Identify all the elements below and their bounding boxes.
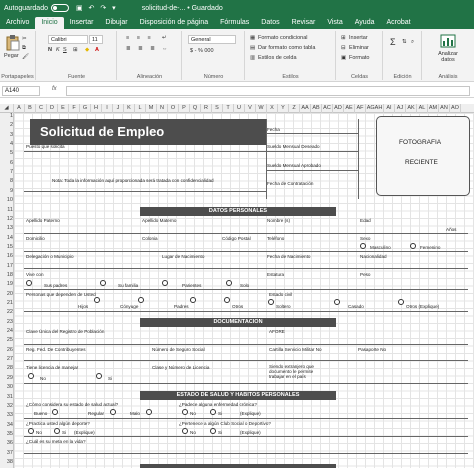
label-estatura: Estatura — [267, 272, 285, 277]
label-peso: Peso — [360, 272, 371, 277]
row-header[interactable]: 23 — [6, 318, 13, 325]
column-header[interactable]: AI — [384, 104, 395, 113]
label-parientes: Parientes — [182, 283, 202, 288]
section-documentacion: DOCUMENTACION — [140, 318, 336, 327]
radio-club-si[interactable] — [210, 428, 216, 434]
formula-bar — [0, 84, 474, 98]
label-pasaporte: Pasaporte No — [358, 347, 387, 352]
row-header[interactable]: 16 — [6, 253, 13, 260]
ribbon-home — [0, 29, 474, 82]
label-meta: ¿Cuál es su meta en la vida? — [26, 439, 86, 444]
label-extranjero-2: documento le permite — [269, 369, 314, 374]
label-fecha-contratacion: Fecha de Contratación — [267, 181, 314, 186]
row-header[interactable]: 12 — [6, 215, 13, 222]
label-fecha-nacimiento: Fecha de Nacimiento — [267, 254, 311, 259]
label-explique-3: (Explique) — [240, 430, 261, 435]
column-header[interactable]: Q — [190, 104, 201, 113]
label-club-no: No — [190, 430, 196, 435]
label-practica-deporte: ¿Practica usted algún deporte? — [26, 421, 90, 426]
column-header[interactable]: J — [113, 104, 124, 113]
row-header[interactable]: 36 — [6, 440, 13, 447]
label-licencia-no: No — [40, 376, 46, 381]
format-as-table-button[interactable]: Dar formato como tabla — [258, 45, 316, 51]
label-sueldo-aprobado: Sueldo Mensual Aprobado — [267, 163, 321, 168]
label-codigo-postal: Código Postal — [222, 236, 251, 241]
find-icon[interactable]: ⌕ — [411, 39, 415, 45]
label-telefono: Teléfono — [267, 236, 285, 241]
row-header[interactable]: 9 — [9, 187, 13, 194]
row-header[interactable]: 13 — [6, 225, 13, 232]
column-header[interactable]: W — [256, 104, 267, 113]
section-salud: ESTADO DE SALUD Y HABITOS PERSONALES — [140, 391, 336, 400]
label-extranjero-1: Siendo extranjero que — [269, 364, 314, 369]
label-afore: AFORE — [269, 329, 285, 334]
analyze-data-icon[interactable] — [440, 34, 456, 48]
row-header[interactable]: 14 — [6, 234, 13, 241]
delete-cells-button[interactable]: Eliminar — [349, 45, 369, 51]
section-datos-personales: DATOS PERSONALES — [140, 207, 336, 216]
label-clase-licencia: Clase y Número de Licencia — [152, 365, 210, 370]
radio-masculino[interactable] — [360, 243, 366, 249]
column-header[interactable]: AGAH — [366, 105, 383, 111]
format-cells-button[interactable]: Formato — [349, 55, 370, 61]
label-sus-padres: Sus padres — [44, 283, 68, 288]
tab-inicio[interactable]: Inicio — [35, 17, 63, 29]
row-header[interactable]: 21 — [6, 300, 13, 306]
delete-cells-icon[interactable]: ⊟ — [341, 45, 346, 51]
copy-icon[interactable]: ⧉ — [22, 45, 26, 51]
label-extranjero-3: trabajar en el país — [269, 374, 306, 379]
photo-label-1: FOTOGRAFIA — [399, 139, 442, 146]
row-header[interactable]: 33 — [6, 412, 13, 419]
row-header[interactable]: 22 — [6, 309, 13, 316]
label-deporte-si: Si — [62, 430, 67, 435]
row-header[interactable]: 32 — [6, 402, 13, 409]
group-label-number: Número — [203, 74, 224, 80]
label-otros-explique: Otros (Explique) — [406, 304, 440, 309]
radio-otros-estado[interactable] — [398, 299, 404, 305]
row-header[interactable]: 5 — [9, 150, 13, 157]
row-header[interactable]: 20 — [6, 290, 13, 297]
name-box[interactable]: A140 — [2, 86, 40, 96]
photo-label-2: RECIENTE — [405, 159, 438, 166]
label-licencia-si: Si — [108, 376, 113, 381]
tab-acrobat[interactable]: Acrobat — [386, 19, 411, 26]
label-enfermedad: ¿Padece alguna enfermedad crónica? — [179, 402, 257, 407]
form-title: Solicitud de Empleo — [30, 119, 266, 145]
group-label-clipboard: Portapapeles — [1, 74, 34, 80]
autosave-label: Autoguardado — [4, 4, 48, 12]
radio-soltero[interactable] — [268, 299, 274, 305]
label-enfermedad-no: No — [190, 411, 196, 416]
group-label-styles: Estilos — [282, 74, 299, 80]
radio-deporte-no[interactable] — [28, 428, 34, 434]
label-sexo: Sexo — [360, 236, 371, 241]
label-deporte-no: No — [36, 430, 42, 435]
row-header[interactable]: 18 — [6, 271, 13, 278]
label-casado: Casado — [348, 304, 364, 309]
underline-icon[interactable]: S — [63, 47, 67, 53]
label-explique-1: (Explique) — [240, 411, 261, 416]
row-header[interactable]: 25 — [6, 337, 13, 344]
row-header[interactable]: 3 — [9, 131, 13, 138]
wrap-text-icon[interactable]: ↵ — [162, 35, 167, 41]
row-header[interactable]: 10 — [6, 197, 13, 204]
label-sueldo-deseado: Sueldo Mensual Deseado — [267, 144, 320, 149]
conditional-format-button[interactable]: Formato condicional — [258, 35, 308, 41]
row-header[interactable]: 8 — [9, 178, 13, 185]
tab-f-rmulas[interactable]: Fórmulas — [220, 19, 250, 26]
group-number — [183, 31, 245, 80]
column-header[interactable]: AN — [439, 104, 450, 113]
insert-cells-button[interactable]: Insertar — [349, 35, 368, 41]
column-header[interactable]: N — [157, 104, 168, 113]
row-header[interactable]: 15 — [6, 243, 13, 250]
label-su-familia: Su familia — [118, 283, 139, 288]
group-label-font: Fuente — [67, 74, 86, 80]
row-header[interactable]: 31 — [6, 393, 13, 400]
label-dependen: Personas que dependen de Usted — [26, 292, 96, 297]
radio-su-familia[interactable] — [100, 280, 106, 286]
label-licencia-manejar: Tiene licencia de manejar — [26, 365, 79, 370]
photo-box — [376, 116, 470, 196]
radio-club-no[interactable] — [182, 428, 188, 434]
ribbon-tabs — [0, 16, 474, 29]
group-label-analysis: Análisis — [438, 74, 458, 80]
group-clipboard — [0, 31, 36, 80]
row-header[interactable]: 6 — [9, 159, 13, 166]
row-header[interactable]: 2 — [9, 122, 13, 129]
column-header[interactable]: AF — [355, 104, 366, 113]
column-header[interactable]: AK — [406, 104, 417, 113]
label-solo: Solo — [240, 283, 250, 288]
label-delegacion: Delegación o Municipio — [26, 254, 74, 259]
insert-cells-icon[interactable]: ⊞ — [341, 35, 346, 41]
radio-parientes[interactable] — [162, 280, 168, 286]
label-colonia: Colonia — [142, 236, 158, 241]
formula-input[interactable] — [66, 86, 470, 96]
tab-revisar[interactable]: Revisar — [291, 19, 316, 26]
note-confidencial: Nota: Toda la información aquí proporcionada será tratada con confidencialidad — [52, 178, 214, 183]
paste-button[interactable]: Pegar — [4, 53, 19, 59]
label-club-social: ¿Pertenece a algún Club Social o Deportivo? — [179, 421, 271, 426]
section-next — [140, 464, 336, 468]
row-headers — [0, 113, 14, 468]
merge-center-icon[interactable]: ⇔ — [162, 46, 168, 52]
autosum-icon[interactable]: Σ — [390, 37, 396, 47]
column-header[interactable]: B — [25, 104, 36, 113]
radio-sus-padres[interactable] — [26, 280, 32, 286]
radio-salud-regular[interactable] — [110, 409, 116, 415]
label-apellido-materno: Apellido Materno — [142, 218, 177, 223]
checkbox-hijos[interactable] — [94, 297, 100, 303]
label-hijos: Hijos — [78, 304, 89, 309]
checkbox-conyuge[interactable] — [138, 297, 144, 303]
radio-salud-bueno[interactable] — [52, 409, 58, 415]
radio-deporte-si[interactable] — [54, 428, 60, 434]
radio-licencia-si[interactable] — [96, 373, 102, 379]
column-header[interactable]: Y — [278, 104, 289, 113]
font-size-select[interactable]: 11 — [89, 35, 103, 44]
tab-datos[interactable]: Datos — [261, 19, 280, 26]
group-label-cells: Celdas — [350, 74, 369, 80]
column-header[interactable]: I — [102, 104, 113, 113]
radio-femenino[interactable] — [410, 243, 416, 249]
label-nacionalidad: Nacionalidad — [360, 254, 387, 259]
row-header[interactable]: 24 — [6, 328, 13, 335]
label-domicilio: Domicilio — [26, 236, 45, 241]
tab-ayuda[interactable]: Ayuda — [354, 19, 375, 26]
group-styles — [246, 31, 336, 80]
label-padres: Padres — [174, 304, 189, 309]
font-color-icon[interactable]: A — [95, 47, 99, 53]
label-salud-actual: ¿Cómo considera su estado de salud actual? — [26, 402, 119, 407]
column-header[interactable]: H — [91, 104, 102, 113]
column-header[interactable]: R — [201, 104, 212, 113]
row-header[interactable]: 30 — [6, 384, 13, 391]
group-label-editing: Edición — [393, 74, 412, 80]
label-rfc: Reg. Fed. De Contribuyentes — [26, 347, 86, 352]
column-header[interactable]: AA — [300, 104, 311, 113]
group-cells — [337, 31, 383, 80]
label-lugar-nacimiento: Lugar de Nacimiento — [162, 254, 205, 259]
title-bar — [0, 0, 474, 16]
tab-insertar[interactable]: Insertar — [69, 19, 94, 26]
column-header[interactable]: AC — [322, 104, 333, 113]
label-bueno: Bueno — [34, 411, 48, 416]
file-name[interactable]: solicitud-de-... • Guardado — [141, 4, 223, 12]
select-all-corner[interactable]: ◢ — [0, 104, 14, 113]
label-fecha: Fecha — [267, 127, 280, 132]
row-header[interactable]: 28 — [6, 365, 13, 372]
row-header[interactable]: 26 — [6, 346, 13, 353]
label-apellido-paterno: Apellido Paterno — [26, 218, 60, 223]
column-header[interactable]: E — [58, 104, 69, 113]
row-header[interactable]: 7 — [9, 169, 13, 176]
column-header[interactable]: A — [14, 104, 25, 113]
bold-icon[interactable]: N — [48, 47, 52, 53]
table-format-icon[interactable]: ▤ — [250, 45, 256, 51]
format-painter-icon[interactable]: 🖌 — [22, 54, 29, 60]
align-vertical-icons[interactable]: ≡ ≡ ≡ — [126, 35, 154, 41]
cut-icon[interactable]: ✂ — [22, 36, 27, 42]
label-soltero: Soltero — [276, 304, 291, 309]
sort-filter-icon[interactable]: ⇅ — [402, 39, 407, 45]
row-header[interactable]: 29 — [6, 374, 13, 381]
column-header[interactable]: L — [135, 104, 146, 113]
column-header[interactable]: K — [124, 104, 135, 113]
label-cartilla: Cartilla Servicio Militar No — [269, 347, 322, 352]
column-headers — [0, 104, 474, 113]
column-header[interactable]: AD — [333, 104, 344, 113]
label-curp: Clave Única del Registro de Población — [26, 329, 105, 334]
quick-access-toolbar[interactable]: ▣ ↶ ↷ ▾ — [75, 5, 118, 12]
group-analysis — [423, 31, 473, 80]
column-header[interactable]: AJ — [395, 104, 406, 113]
autosave-toggle[interactable] — [51, 4, 69, 12]
group-editing — [384, 31, 422, 80]
radio-enfermedad-no[interactable] — [182, 409, 188, 415]
label-vive-con: Vive con — [26, 272, 44, 277]
column-header[interactable]: Z — [289, 104, 300, 113]
label-conyuge: Cónyuge — [120, 304, 139, 309]
column-header[interactable]: U — [234, 104, 245, 113]
conditional-format-icon[interactable]: ▦ — [250, 35, 256, 41]
label-regular: Regular — [88, 411, 105, 416]
tab-archivo[interactable]: Archivo — [6, 19, 30, 26]
italic-icon[interactable]: K — [56, 47, 60, 53]
column-header[interactable]: F — [69, 104, 80, 113]
analyze-data-button[interactable]: Analizar datos — [438, 51, 458, 63]
radio-licencia-no[interactable] — [28, 373, 34, 379]
borders-icon[interactable]: ⊞ — [73, 47, 78, 53]
tab-dibujar[interactable]: Dibujar — [105, 19, 128, 26]
fx-icon[interactable]: fx — [52, 86, 57, 92]
group-font — [37, 31, 117, 80]
radio-salud-malo[interactable] — [146, 409, 152, 415]
label-puesto: Puesto que solicita — [26, 144, 65, 149]
label-malo: Malo — [130, 411, 140, 416]
column-header[interactable]: AE — [344, 104, 355, 113]
number-format-buttons[interactable]: $ - % 000 — [190, 48, 214, 54]
cell-styles-icon[interactable]: ▥ — [250, 55, 256, 61]
label-nombres: Nombre (s) — [267, 218, 290, 223]
label-anos: Años — [446, 227, 457, 232]
column-header[interactable]: C — [36, 104, 47, 113]
radio-casado[interactable] — [334, 299, 340, 305]
column-header[interactable]: T — [223, 104, 234, 113]
label-nss: Número de Seguro Social — [152, 347, 205, 352]
radio-solo[interactable] — [226, 280, 232, 286]
column-header[interactable]: O — [168, 104, 179, 113]
number-format-select[interactable]: General — [188, 35, 236, 44]
clipboard-icon[interactable] — [6, 35, 20, 51]
column-header[interactable]: AL — [417, 104, 428, 113]
row-header[interactable]: 11 — [7, 206, 13, 213]
group-label-alignment: Alineación — [136, 74, 163, 80]
column-header[interactable]: V — [245, 104, 256, 113]
row-header[interactable]: 1 — [9, 113, 13, 119]
row-header[interactable]: 37 — [6, 449, 13, 456]
row-header[interactable]: 38 — [6, 458, 13, 465]
label-enfermedad-si: Si — [218, 411, 223, 416]
tab-disposici-n-de-p-gina[interactable]: Disposición de página — [139, 19, 209, 26]
column-header[interactable]: AB — [311, 104, 322, 113]
label-masculino: Masculino — [370, 245, 391, 250]
row-header[interactable]: 27 — [6, 356, 13, 363]
row-header[interactable]: 19 — [6, 281, 13, 288]
checkbox-padres[interactable] — [190, 297, 196, 303]
label-explique-2: (Explique) — [74, 430, 95, 435]
tab-vista[interactable]: Vista — [327, 19, 343, 26]
column-header[interactable]: S — [212, 104, 223, 113]
column-header[interactable]: M — [146, 104, 157, 113]
label-estado-civil: Estado civil — [269, 292, 293, 297]
column-header[interactable]: AO — [450, 104, 461, 113]
row-header[interactable]: 34 — [6, 421, 13, 428]
label-club-si: Si — [218, 430, 223, 435]
fill-color-icon[interactable]: ◆ — [85, 47, 90, 53]
font-name-select[interactable]: Calibri — [48, 35, 88, 44]
radio-enfermedad-si[interactable] — [210, 409, 216, 415]
column-header[interactable]: AM — [428, 105, 438, 111]
column-header[interactable]: P — [179, 104, 190, 113]
column-header[interactable]: G — [80, 104, 91, 113]
worksheet-grid[interactable] — [14, 113, 474, 468]
column-header[interactable]: X — [267, 104, 278, 113]
label-otros: Otros — [232, 304, 244, 309]
row-header[interactable]: 4 — [9, 141, 13, 148]
row-header[interactable]: 17 — [6, 262, 13, 269]
format-cells-icon[interactable]: ▣ — [341, 55, 347, 61]
cell-styles-button[interactable]: Estilos de celda — [258, 55, 297, 61]
group-alignment — [118, 31, 182, 80]
row-header[interactable]: 35 — [6, 430, 13, 437]
align-horizontal-icons[interactable]: ≣ ≣ ≣ — [126, 46, 158, 52]
checkbox-otros[interactable] — [224, 297, 230, 303]
label-femenino: Femenino — [420, 245, 441, 250]
column-header[interactable]: D — [47, 104, 58, 113]
label-edad: Edad — [360, 218, 371, 223]
